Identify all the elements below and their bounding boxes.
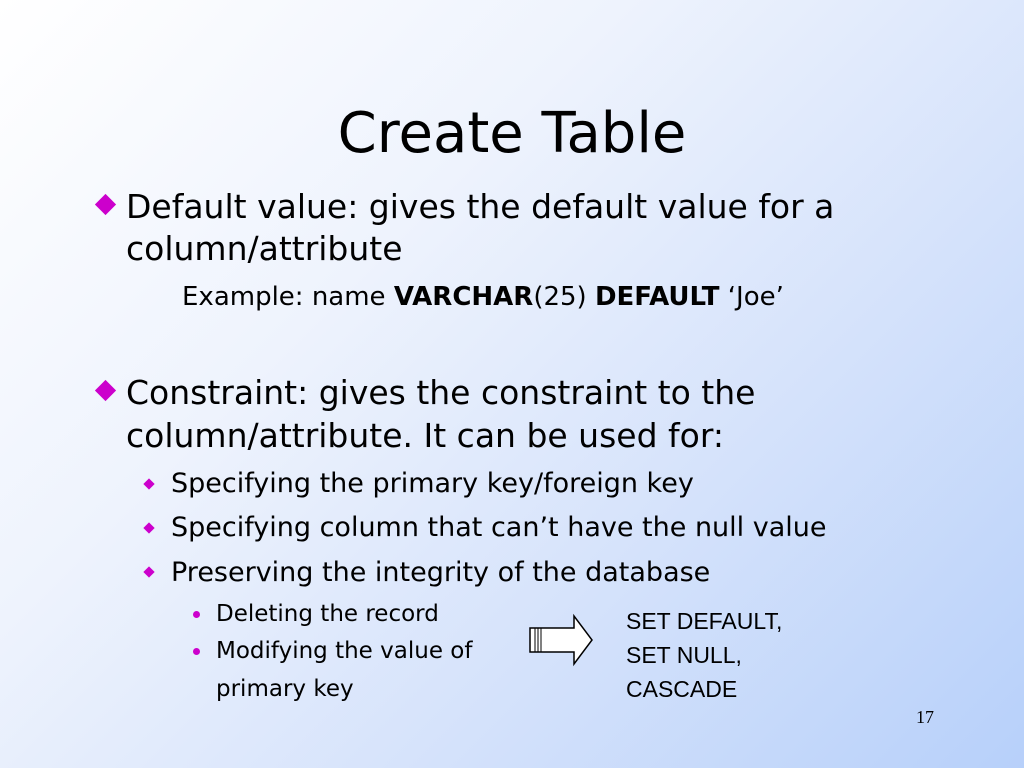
sub-sub-item-2: Modifying the value of (216, 638, 473, 664)
example-keyword-varchar: VARCHAR (393, 282, 534, 312)
small-diamond-bullet-icon (143, 478, 154, 489)
dot-bullet-icon (193, 648, 200, 655)
small-diamond-bullet-icon (143, 522, 154, 533)
example-suffix: ‘Joe’ (719, 282, 784, 312)
example-prefix: Example: name (182, 282, 394, 312)
result-line-2: SET NULL, (626, 642, 742, 668)
result-line-1: SET DEFAULT, (626, 608, 783, 634)
bullet1-line2: column/attribute (126, 229, 403, 268)
right-arrow-icon (526, 612, 596, 668)
small-diamond-bullet-icon (143, 566, 154, 577)
bullet1-line1: Default value: gives the default value for a (126, 187, 835, 226)
sub-sub-item-2-continued: primary key (216, 676, 354, 702)
example-line (182, 281, 784, 313)
slide-title: Create Table (337, 101, 687, 166)
diamond-bullet-icon (95, 194, 116, 215)
example-keyword-default: DEFAULT (594, 282, 720, 312)
dot-bullet-icon (193, 611, 200, 618)
sub-sub-item-1: Deleting the record (216, 601, 439, 627)
sub-item-1: Specifying the primary key/foreign key (171, 468, 694, 499)
sub-item-2: Specifying column that can’t have the null value (171, 512, 827, 543)
example-mid: (25) (533, 282, 595, 312)
page-number: 17 (916, 707, 934, 727)
sub-item-3: Preserving the integrity of the database (171, 557, 711, 588)
diamond-bullet-icon (95, 380, 116, 401)
bullet2-line2: column/attribute. It can be used for: (126, 416, 724, 455)
bullet2-line1: Constraint: gives the constraint to the (126, 373, 756, 412)
result-line-3: CASCADE (626, 676, 738, 702)
